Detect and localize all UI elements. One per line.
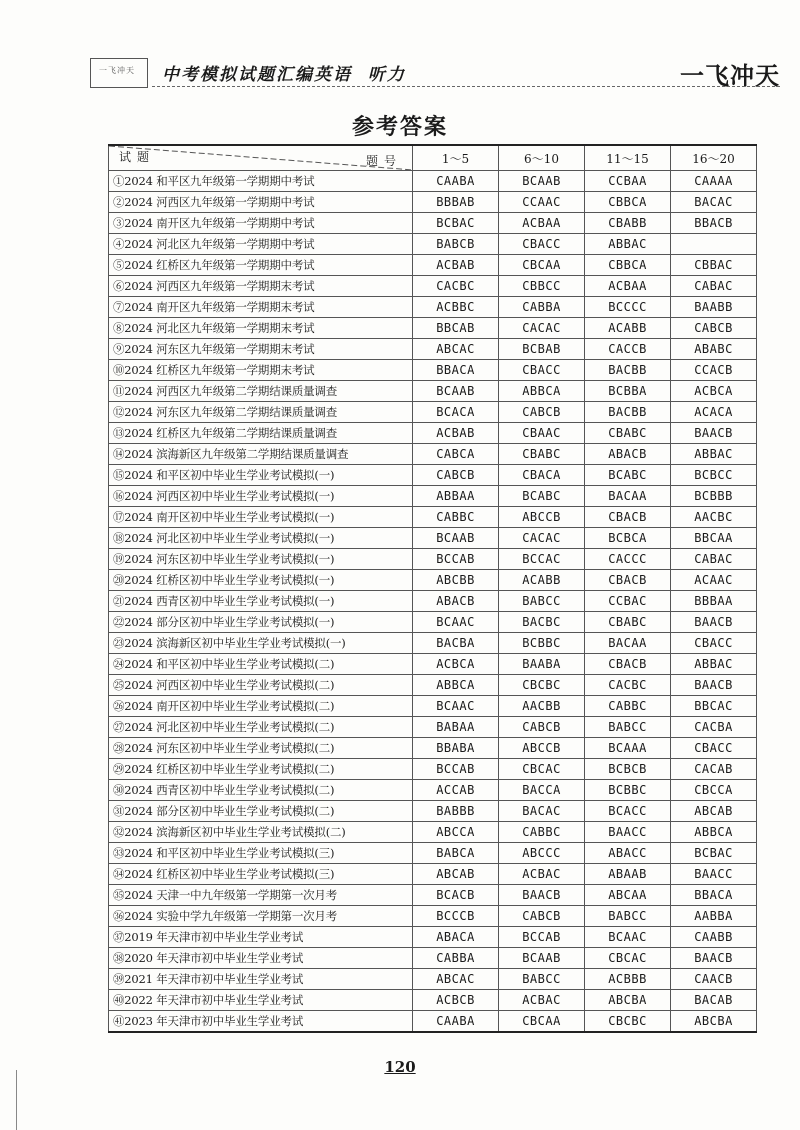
answer-cell: ACACA (671, 402, 757, 423)
answer-cell: CBBCC (499, 276, 585, 297)
exam-name-cell: ㊵2022 年天津市初中毕业生学业考试 (109, 990, 413, 1011)
answer-cell: ACBCB (413, 990, 499, 1011)
table-row (109, 381, 757, 402)
table-row (109, 213, 757, 234)
answer-cell: BABCA (413, 843, 499, 864)
answer-cell: BBCAC (671, 696, 757, 717)
table-row (109, 486, 757, 507)
answer-cell: BACBB (585, 402, 671, 423)
answer-cell: ABCAB (671, 801, 757, 822)
answer-cell: BCAAC (413, 612, 499, 633)
answer-cell: BCCAB (413, 759, 499, 780)
answer-cell: CBAAC (499, 423, 585, 444)
answer-cell: CCBAC (585, 591, 671, 612)
corner-header (109, 145, 413, 171)
exam-name-cell: ㊴2021 年天津市初中毕业生学业考试 (109, 969, 413, 990)
exam-name-cell: ⑧2024 河北区九年级第一学期期末考试 (109, 318, 413, 339)
exam-name-cell: ⑯2024 河西区初中毕业生学业考试模拟(一) (109, 486, 413, 507)
answer-cell: CBCAA (499, 255, 585, 276)
table-row (109, 444, 757, 465)
answer-cell: BCAAB (413, 381, 499, 402)
table-row (109, 297, 757, 318)
answer-cell: CAABB (671, 927, 757, 948)
exam-name-cell: ㊶2023 年天津市初中毕业生学业考试 (109, 1011, 413, 1033)
answer-cell: CCAAC (499, 192, 585, 213)
answer-cell: CBCCA (671, 780, 757, 801)
answer-cell: CACCB (585, 339, 671, 360)
exam-name-cell: ㉘2024 河东区初中毕业生学业考试模拟(二) (109, 738, 413, 759)
exam-name-cell: ⑩2024 红桥区九年级第一学期期末考试 (109, 360, 413, 381)
answer-cell: BACBB (585, 360, 671, 381)
book-title: 中考模拟试题汇编英语 听力 (162, 65, 406, 85)
table-row (109, 423, 757, 444)
answer-cell: BACCA (499, 780, 585, 801)
table-row (109, 885, 757, 906)
table-row (109, 402, 757, 423)
brand-logo: 一飞冲天 (680, 62, 780, 90)
answer-cell: BCBBC (499, 633, 585, 654)
table-row (109, 801, 757, 822)
answer-cell: CBABC (585, 423, 671, 444)
exam-name-cell: ⑦2024 南开区九年级第一学期期末考试 (109, 297, 413, 318)
answer-cell: CBACB (585, 654, 671, 675)
answer-cell: BACAA (585, 486, 671, 507)
answer-cell: CBABC (585, 612, 671, 633)
answer-cell: CBCAC (499, 759, 585, 780)
answer-cell: CBACA (499, 465, 585, 486)
table-row (109, 969, 757, 990)
answer-cell: BACBA (413, 633, 499, 654)
answer-cell: BAABB (671, 297, 757, 318)
answer-cell: ABABC (671, 339, 757, 360)
answer-cell: CABBC (585, 696, 671, 717)
table-row (109, 696, 757, 717)
answer-cell: CBACC (499, 360, 585, 381)
answer-cell: CBCAA (499, 1011, 585, 1033)
answer-cell: BABCC (499, 969, 585, 990)
table-row (109, 570, 757, 591)
answer-cell: BCAAB (499, 171, 585, 192)
table-row (109, 906, 757, 927)
exam-name-cell: ㉕2024 河西区初中毕业生学业考试模拟(二) (109, 675, 413, 696)
table-row (109, 738, 757, 759)
answer-cell: ACBBB (585, 969, 671, 990)
answer-cell: BBBAA (671, 591, 757, 612)
answer-cell: ACBAC (499, 990, 585, 1011)
answer-cell: ACABB (585, 318, 671, 339)
answer-cell: BCABC (585, 465, 671, 486)
page-title: 参考答案 (351, 114, 448, 140)
exam-name-cell: ⑭2024 滨海新区九年级第二学期结课质量调查 (109, 444, 413, 465)
answer-cell: BCAAB (413, 528, 499, 549)
column-header: 6～10 (499, 145, 585, 171)
page-number: 120 (384, 1058, 416, 1076)
answer-cell: BAACB (671, 423, 757, 444)
answer-cell: CBCBC (499, 675, 585, 696)
exam-name-cell: ㉖2024 南开区初中毕业生学业考试模拟(二) (109, 696, 413, 717)
exam-name-cell: ㊳2020 年天津市初中毕业生学业考试 (109, 948, 413, 969)
answer-cell: CBCAC (585, 948, 671, 969)
answer-cell: ABCCB (499, 507, 585, 528)
table-header-row (109, 145, 757, 171)
answer-cell: ABAAB (585, 864, 671, 885)
answer-cell: BCAAC (413, 696, 499, 717)
answer-cell: CACBC (585, 675, 671, 696)
table-row (109, 927, 757, 948)
answer-cell: BCABC (499, 486, 585, 507)
table-row (109, 528, 757, 549)
table-row (109, 864, 757, 885)
answer-cell: CABBA (413, 948, 499, 969)
answer-cell: CBACB (585, 570, 671, 591)
answer-cell: CAACB (671, 969, 757, 990)
exam-name-cell: ㉛2024 部分区初中毕业生学业考试模拟(二) (109, 801, 413, 822)
table-row (109, 843, 757, 864)
answer-cell: BAACC (671, 864, 757, 885)
answer-cell: BCAAC (585, 927, 671, 948)
exam-name-cell: ㉔2024 和平区初中毕业生学业考试模拟(二) (109, 654, 413, 675)
answer-cell: CACBA (671, 717, 757, 738)
answer-cell: CABCB (413, 465, 499, 486)
table-row (109, 591, 757, 612)
answer-cell: ACBCA (413, 654, 499, 675)
exam-name-cell: ④2024 河北区九年级第一学期期中考试 (109, 234, 413, 255)
exam-name-cell: ①2024 和平区九年级第一学期期中考试 (109, 171, 413, 192)
table-row (109, 255, 757, 276)
answer-cell: BCBBB (671, 486, 757, 507)
table-row (109, 780, 757, 801)
answer-cell: BCCAC (499, 549, 585, 570)
answer-cell: ABACB (413, 591, 499, 612)
answer-cell: BAABA (499, 654, 585, 675)
answer-cell: BCCAB (413, 549, 499, 570)
answer-cell: ABBAC (671, 444, 757, 465)
answer-cell: CABCA (413, 444, 499, 465)
table-row (109, 234, 757, 255)
page-header (90, 54, 780, 96)
answer-cell: CABCB (499, 717, 585, 738)
exam-name-cell: ⑫2024 河东区九年级第二学期结课质量调查 (109, 402, 413, 423)
answer-table (108, 144, 757, 1033)
answer-cell: ABCCC (499, 843, 585, 864)
exam-name-cell: ⑬2024 红桥区九年级第二学期结课质量调查 (109, 423, 413, 444)
answer-cell: BBCAB (413, 318, 499, 339)
answer-cell: BBACB (671, 213, 757, 234)
answer-cell: CACBC (413, 276, 499, 297)
exam-name-cell: ⑳2024 红桥区初中毕业生学业考试模拟(一) (109, 570, 413, 591)
answer-cell: BCACA (413, 402, 499, 423)
header-rule (152, 86, 780, 87)
answer-cell: CCBAA (585, 171, 671, 192)
answer-cell: BBCAA (671, 528, 757, 549)
table-row (109, 192, 757, 213)
exam-name-cell: ⑪2024 河西区九年级第二学期结课质量调查 (109, 381, 413, 402)
exam-name-cell: ㉟2024 天津一中九年级第一学期第一次月考 (109, 885, 413, 906)
answer-cell: ACBAA (585, 276, 671, 297)
answer-cell: ACCAB (413, 780, 499, 801)
answer-cell: CABBA (499, 297, 585, 318)
answer-cell: BCCCB (413, 906, 499, 927)
exam-name-cell: ㉜2024 滨海新区初中毕业生学业考试模拟(二) (109, 822, 413, 843)
answer-cell: ABBCA (671, 822, 757, 843)
margin-line (16, 1070, 17, 1130)
answer-cell: CBACC (671, 738, 757, 759)
table-row (109, 654, 757, 675)
exam-name-cell: ㉗2024 河北区初中毕业生学业考试模拟(二) (109, 717, 413, 738)
exam-name-cell: ㉝2024 和平区初中毕业生学业考试模拟(三) (109, 843, 413, 864)
answer-cell: CBACC (499, 234, 585, 255)
exam-name-cell: ⑤2024 红桥区九年级第一学期期中考试 (109, 255, 413, 276)
answer-cell: BABBB (413, 801, 499, 822)
answer-cell: ABBAC (585, 234, 671, 255)
corner-label-exam: 试题 (119, 150, 156, 164)
table-row (109, 633, 757, 654)
answer-cell: BCBCB (585, 759, 671, 780)
column-header: 16～20 (671, 145, 757, 171)
answer-cell: BCBAB (499, 339, 585, 360)
table-row (109, 318, 757, 339)
answer-cell: BABCC (499, 591, 585, 612)
exam-name-cell: ㉚2024 西青区初中毕业生学业考试模拟(二) (109, 780, 413, 801)
answer-cell: CBBAC (671, 255, 757, 276)
answer-cell: CAAAA (671, 171, 757, 192)
answer-cell: CBCBC (585, 1011, 671, 1033)
answer-cell: CACAC (499, 318, 585, 339)
table-row (109, 276, 757, 297)
answer-cell: BABCB (413, 234, 499, 255)
series-logo: 一飞冲天 (90, 58, 148, 88)
answer-cell: ACBBC (413, 297, 499, 318)
answer-cell: ABCCB (499, 738, 585, 759)
corner-label-question: 题号 (365, 154, 402, 168)
answer-cell: BCBAC (671, 843, 757, 864)
exam-name-cell: ㉞2024 红桥区初中毕业生学业考试模拟(三) (109, 864, 413, 885)
answer-cell: ABACC (585, 843, 671, 864)
table-row (109, 360, 757, 381)
table-row (109, 612, 757, 633)
answer-cell: ACBAB (413, 423, 499, 444)
answer-cell: CCACB (671, 360, 757, 381)
answer-cell: CBABB (585, 213, 671, 234)
answer-cell: CBACB (585, 507, 671, 528)
answer-cell: BACAC (499, 801, 585, 822)
answer-cell: ABACB (585, 444, 671, 465)
answer-cell: CACAB (671, 759, 757, 780)
answer-cell: ABBCA (413, 675, 499, 696)
answer-cell: BCBCC (671, 465, 757, 486)
answer-cell: CABAC (671, 276, 757, 297)
exam-name-cell: ㊱2024 实验中学九年级第一学期第一次月考 (109, 906, 413, 927)
table-row (109, 675, 757, 696)
answer-cell: AACBC (671, 507, 757, 528)
answer-cell: CABBC (413, 507, 499, 528)
answer-cell: BBACA (671, 885, 757, 906)
exam-name-cell: ㉒2024 部分区初中毕业生学业考试模拟(一) (109, 612, 413, 633)
answer-cell: BCACC (585, 801, 671, 822)
table-row (109, 339, 757, 360)
answer-cell: BCCCC (585, 297, 671, 318)
answer-cell: ABCBB (413, 570, 499, 591)
column-header: 11～15 (585, 145, 671, 171)
answer-table-body (109, 171, 757, 1033)
column-header: 1～5 (413, 145, 499, 171)
answer-cell: CBBCA (585, 255, 671, 276)
table-row (109, 990, 757, 1011)
answer-cell: BCCAB (499, 927, 585, 948)
answer-cell: ABACA (413, 927, 499, 948)
answer-cell: CABBC (499, 822, 585, 843)
answer-cell: BCBAC (413, 213, 499, 234)
answer-cell: ACBAB (413, 255, 499, 276)
answer-cell: ACABB (499, 570, 585, 591)
answer-cell: ABCCA (413, 822, 499, 843)
answer-cell: BAACC (585, 822, 671, 843)
exam-name-cell: ⑲2024 河东区初中毕业生学业考试模拟(一) (109, 549, 413, 570)
exam-name-cell: ⑮2024 和平区初中毕业生学业考试模拟(一) (109, 465, 413, 486)
table-row (109, 549, 757, 570)
answer-cell: AACBB (499, 696, 585, 717)
answer-cell: BACBC (499, 612, 585, 633)
answer-cell: BCAAA (585, 738, 671, 759)
answer-cell: BCACB (413, 885, 499, 906)
answer-cell: CACCC (585, 549, 671, 570)
answer-cell: ABBAA (413, 486, 499, 507)
answer-cell: CACAC (499, 528, 585, 549)
answer-cell: AABBA (671, 906, 757, 927)
exam-name-cell: ③2024 南开区九年级第一学期期中考试 (109, 213, 413, 234)
answer-cell: ACBAA (499, 213, 585, 234)
exam-name-cell: ⑰2024 南开区初中毕业生学业考试模拟(一) (109, 507, 413, 528)
answer-cell: BACAC (671, 192, 757, 213)
answer-cell: CBBCA (585, 192, 671, 213)
answer-cell: BCBBA (585, 381, 671, 402)
exam-name-cell: ②2024 河西区九年级第一学期期中考试 (109, 192, 413, 213)
answer-cell: BACAB (671, 990, 757, 1011)
table-row (109, 822, 757, 843)
answer-cell: CABCB (671, 318, 757, 339)
exam-name-cell: ⑨2024 河东区九年级第一学期期末考试 (109, 339, 413, 360)
exam-name-cell: ㉓2024 滨海新区初中毕业生学业考试模拟(一) (109, 633, 413, 654)
answer-cell: CBACC (671, 633, 757, 654)
answer-cell (671, 234, 757, 255)
answer-cell: ABCBA (585, 990, 671, 1011)
answer-cell: BCBCA (585, 528, 671, 549)
table-row (109, 948, 757, 969)
answer-cell: BBABA (413, 738, 499, 759)
answer-cell: CABAC (671, 549, 757, 570)
answer-cell: BAACB (671, 675, 757, 696)
answer-cell: CAABA (413, 171, 499, 192)
exam-name-cell: ㉙2024 红桥区初中毕业生学业考试模拟(二) (109, 759, 413, 780)
answer-cell: BACAA (585, 633, 671, 654)
exam-name-cell: ㊲2019 年天津市初中毕业生学业考试 (109, 927, 413, 948)
answer-cell: ACBAC (499, 864, 585, 885)
answer-cell: ABCAB (413, 864, 499, 885)
answer-cell: ACBCA (671, 381, 757, 402)
answer-cell: BAACB (671, 948, 757, 969)
answer-cell: ABCBA (671, 1011, 757, 1033)
answer-cell: CABCB (499, 402, 585, 423)
answer-cell: ABCAC (413, 339, 499, 360)
answer-cell: BAACB (499, 885, 585, 906)
answer-cell: BAACB (671, 612, 757, 633)
exam-name-cell: ㉑2024 西青区初中毕业生学业考试模拟(一) (109, 591, 413, 612)
table-row (109, 759, 757, 780)
answer-cell: CBABC (499, 444, 585, 465)
answer-cell: ABCAC (413, 969, 499, 990)
table-row (109, 171, 757, 192)
answer-cell: ACAAC (671, 570, 757, 591)
table-row (109, 717, 757, 738)
answer-cell: BABCC (585, 717, 671, 738)
table-row (109, 465, 757, 486)
answer-cell: CAABA (413, 1011, 499, 1033)
table-row (109, 1011, 757, 1033)
answer-cell: ABBCA (499, 381, 585, 402)
answer-cell: BABCC (585, 906, 671, 927)
answer-cell: BCAAB (499, 948, 585, 969)
answer-cell: BBACA (413, 360, 499, 381)
answer-cell: ABCAA (585, 885, 671, 906)
answer-cell: BABAA (413, 717, 499, 738)
table-row (109, 507, 757, 528)
answer-cell: ABBAC (671, 654, 757, 675)
exam-name-cell: ⑥2024 河西区九年级第一学期期末考试 (109, 276, 413, 297)
exam-name-cell: ⑱2024 河北区初中毕业生学业考试模拟(一) (109, 528, 413, 549)
answer-cell: BCBBC (585, 780, 671, 801)
answer-cell: BBBAB (413, 192, 499, 213)
answer-cell: CABCB (499, 906, 585, 927)
